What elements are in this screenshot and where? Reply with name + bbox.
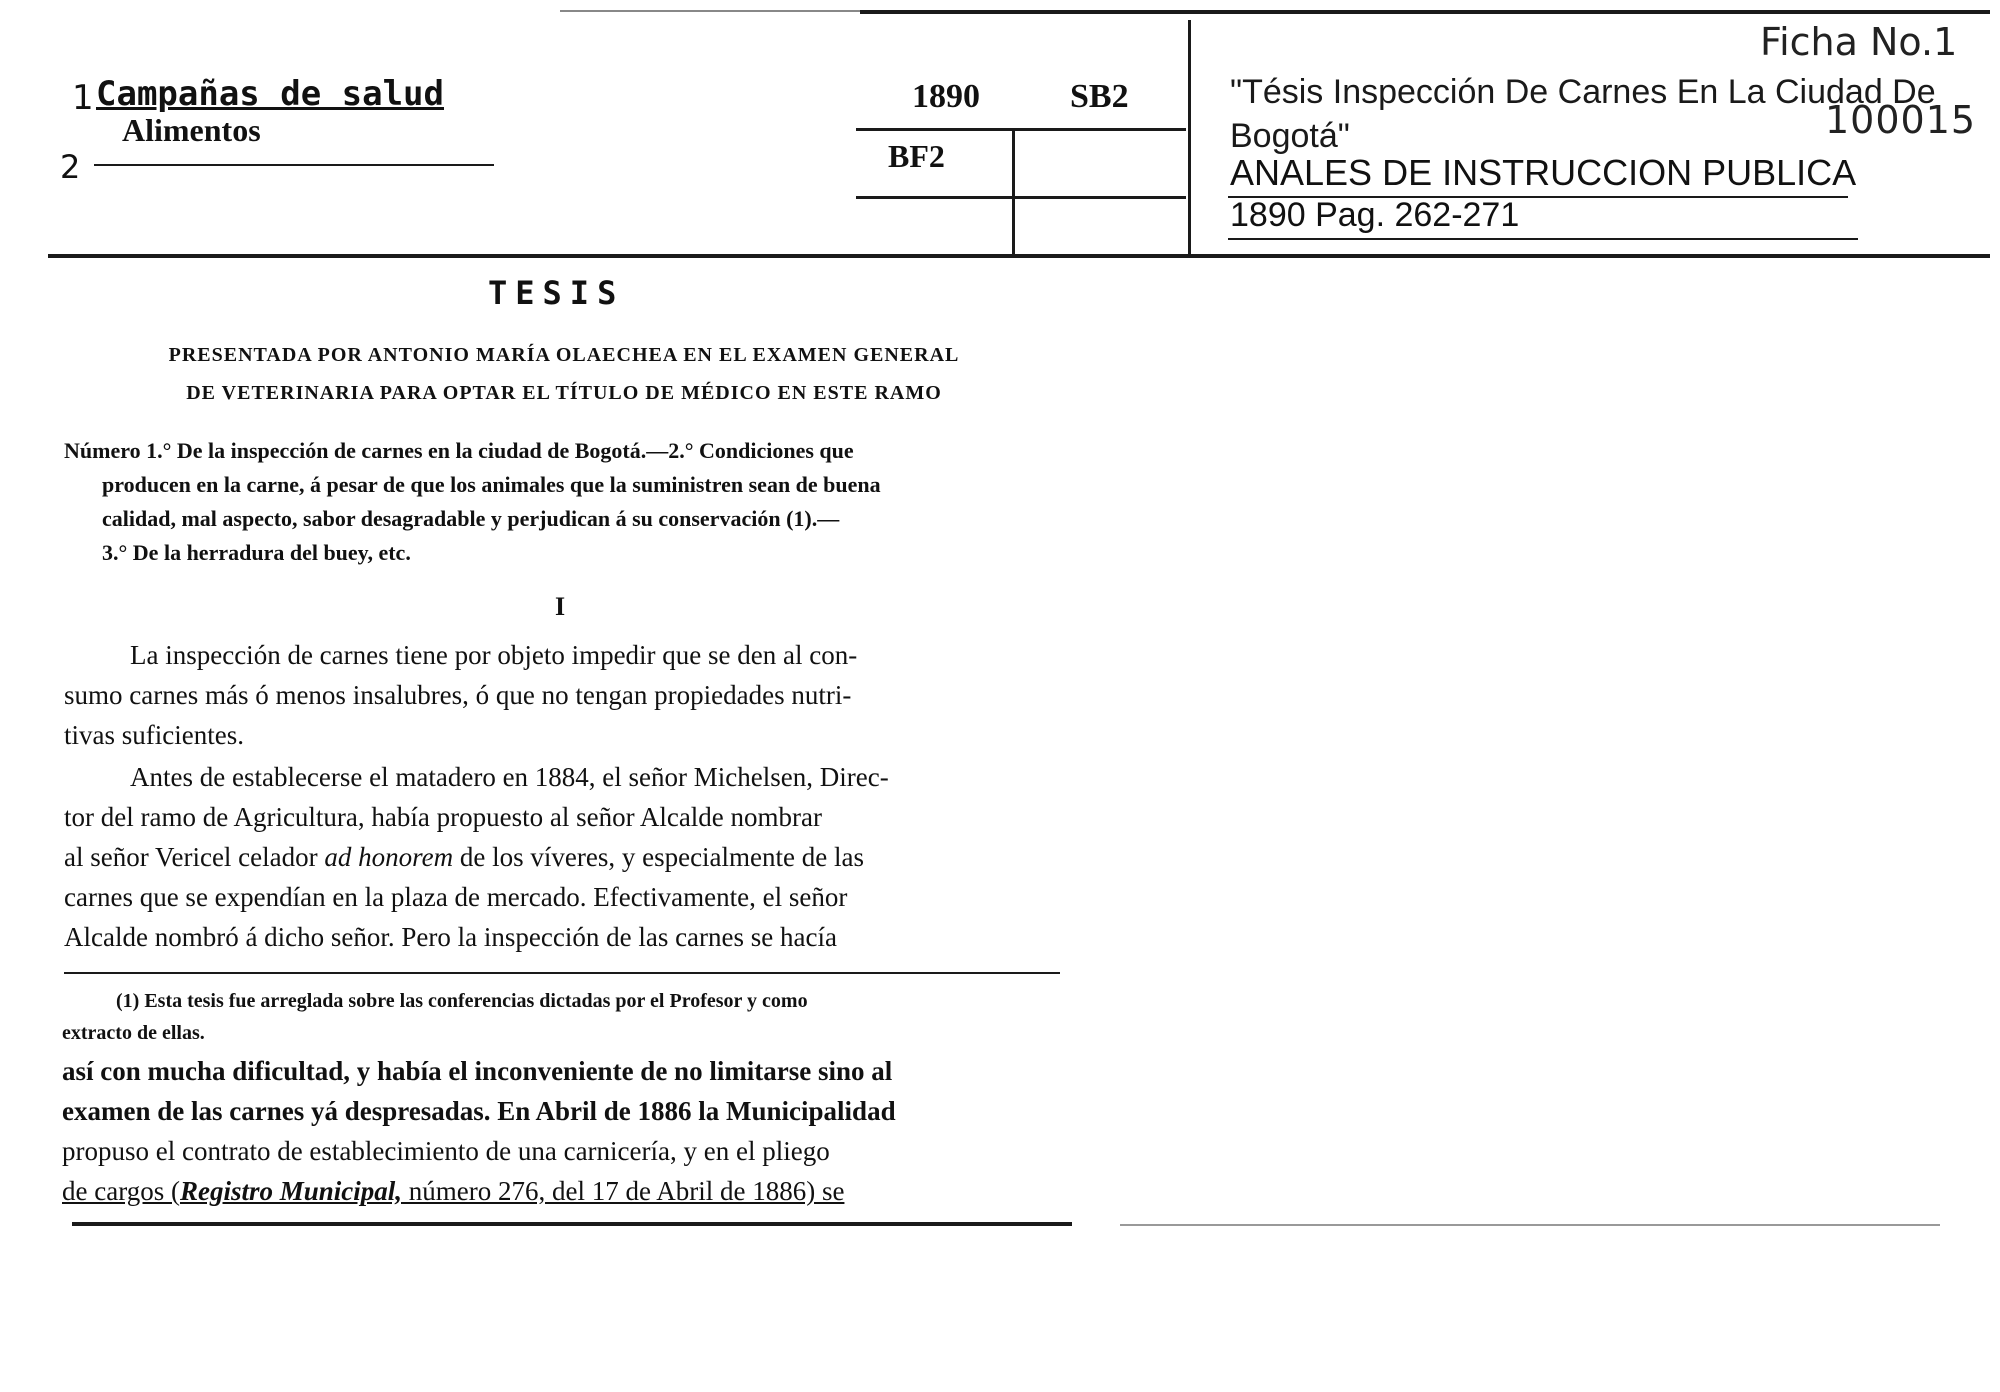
top-border-line [860,10,1990,14]
paragraph1-line-3: tivas suficientes. [64,720,244,750]
continuation-line-3: propuso el contrato de establecimiento de una carnicería, y en el pliego [62,1136,830,1166]
summary-line-1: Número 1.° De la inspección de carnes en la ciudad de Bogotá.—2.° Condiciones que [64,438,854,463]
paragraph2-line-2: tor del ramo de Agricultura, había propuesto al señor Alcalde nombrar [64,802,823,832]
subject-underline [94,164,494,166]
paragraph2-line-5: Alcalde nombró á dicho señor. Pero la inspección de las carnes se hacía [64,922,837,952]
document-title: TESIS [488,274,625,312]
subject-secondary: Alimentos [122,112,261,148]
reference-citation: 1890 Pag. 262-271 [1230,196,1520,234]
ficha-number: Ficha No.1 [1760,20,1958,64]
document-subtitle-1: PRESENTADA POR ANTONIO MARÍA OLAECHEA EN EL EXAMEN GENERAL [168,344,960,366]
mark-two: 2 [60,148,81,186]
footnote-separator [64,972,1060,974]
document-subtitle-2: DE VETERINARIA PARA OPTAR EL TÍTULO DE MÉDICO EN ESTE RAMO [186,382,942,404]
paragraph2-line-1: Antes de establecerse el matadero en 1884, el señor Michelsen, Direc- [130,762,889,792]
top-border-line-faint [560,10,860,12]
subject-primary: Campañas de salud [96,74,444,114]
continuation-line-2: examen de las carnes yá despresadas. En Abril de 1886 la Municipalidad [62,1096,896,1126]
paragraph2-line-3-start: al señor Vericel celador [64,842,325,872]
card-code-right: SB2 [1070,78,1129,115]
registro-municipal-term: Registro Municipal, [179,1176,403,1206]
reference-source: ANALES DE INSTRUCCION PUBLICA [1230,152,1857,193]
reference-title: "Tésis Inspección De Carnes En La Ciudad De Bogotá" [1230,73,1936,155]
card-year: 1890 [912,78,980,115]
summary-line-2: producen en la carne, á pesar de que los animales que la suministren sean de buena [102,472,881,497]
paragraph2-line-3-end: de los víveres, y especialmente de las [453,842,864,872]
card-divider-vertical [1188,20,1191,256]
footnote-line-2: extracto de ellas. [62,1022,205,1044]
header-bottom-line [48,254,1990,258]
card-code-left: BF2 [888,138,945,174]
continuation-line-4-end: número 276, del 17 de Abril de 1886) se [402,1176,845,1206]
citation-underline [1228,238,1858,240]
code-grid-v [1012,130,1015,254]
card-bottom-line [72,1222,1072,1226]
code-grid-h2 [856,196,1186,199]
summary-line-4: 3.° De la herradura del buey, etc. [102,540,411,565]
continuation-line-1: así con mucha dificultad, y había el inconveniente de no limitarse sino al [62,1056,893,1086]
paragraph2-line-4: carnes que se expendían en la plaza de mercado. Efectivamente, el señor [64,882,848,912]
section-number: I [555,592,566,621]
summary-line-3: calidad, mal aspecto, sabor desagradable y perjudican á su conservación (1).— [102,506,840,531]
card-bottom-line-faint [1120,1224,1940,1226]
stamp-number: 100015 [1825,98,1977,142]
ad-honorem-term: ad honorem [324,842,454,872]
paragraph1-line-1: La inspección de carnes tiene por objeto impedir que se den al con- [130,640,858,670]
code-grid-h1 [856,128,1186,131]
mark-one: 1 [72,78,94,118]
paragraph2-line-3 [64,842,864,873]
continuation-line-4-start: de cargos ( [62,1176,180,1206]
continuation-line-4 [62,1176,844,1207]
footnote-line-1: (1) Esta tesis fue arreglada sobre las conferencias dictadas por el Profesor y como [116,990,808,1012]
paragraph1-line-2: sumo carnes más ó menos insalubres, ó que no tengan propiedades nutri- [64,680,852,710]
